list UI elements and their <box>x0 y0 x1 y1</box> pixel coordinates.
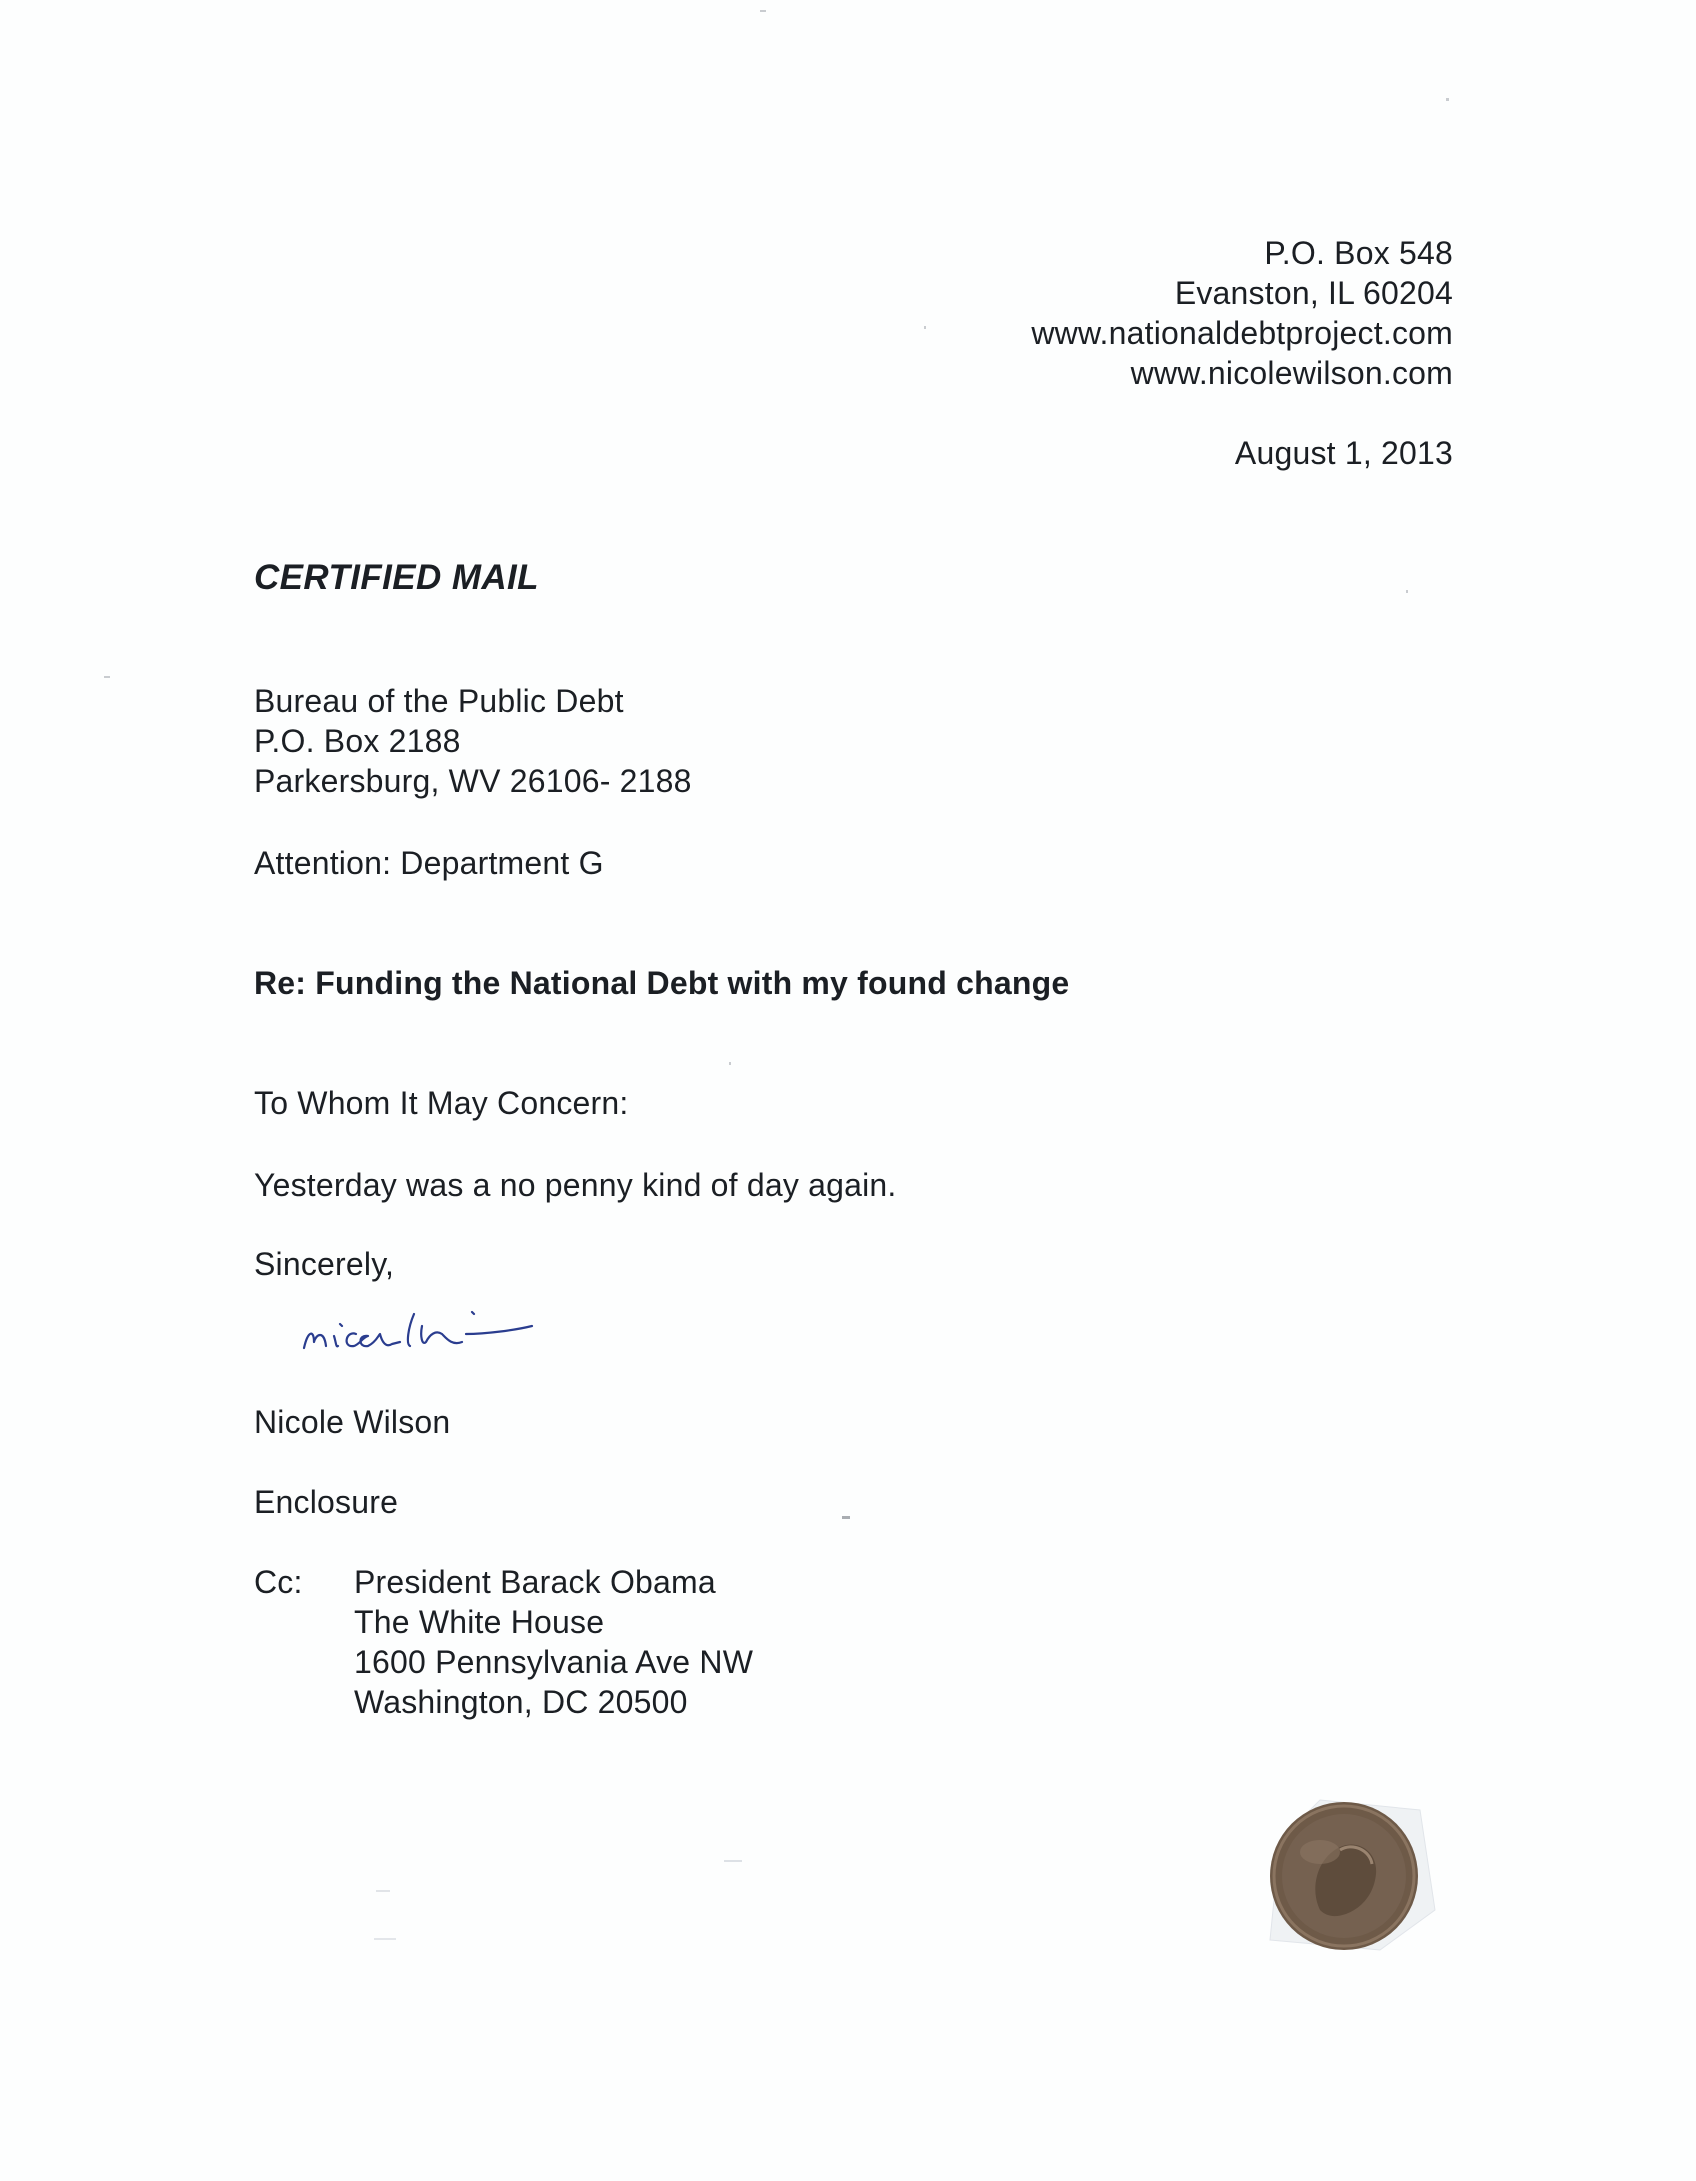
attention-line: Attention: Department G <box>254 845 604 881</box>
closing: Sincerely, <box>254 1246 395 1282</box>
letter-date: August 1, 2013 <box>1234 435 1453 471</box>
scan-speck <box>842 1516 850 1519</box>
scan-speck <box>924 326 926 329</box>
scan-speck <box>729 1062 731 1065</box>
recipient-line: Bureau of the Public Debt <box>254 683 624 719</box>
handwritten-signature <box>296 1290 636 1370</box>
scan-speck <box>376 1890 390 1892</box>
scan-speck <box>374 1938 396 1940</box>
scan-speck <box>1446 98 1449 101</box>
salutation: To Whom It May Concern: <box>254 1085 629 1121</box>
return-address-line: Evanston, IL 60204 <box>1174 275 1453 311</box>
cc-line: Washington, DC 20500 <box>354 1684 688 1720</box>
return-address-line: www.nicolewilson.com <box>1130 355 1453 391</box>
cc-line: President Barack Obama <box>354 1564 716 1600</box>
enclosure-note: Enclosure <box>254 1484 399 1520</box>
return-address-line: P.O. Box 548 <box>1264 235 1453 271</box>
subject-line: Re: Funding the National Debt with my found change <box>254 965 1070 1001</box>
signer-name: Nicole Wilson <box>254 1404 451 1440</box>
taped-penny-coin <box>1260 1790 1440 1960</box>
return-address <box>1031 233 1453 393</box>
cc-line: The White House <box>354 1604 605 1640</box>
cc-label: Cc: <box>254 1564 303 1600</box>
recipient-line: Parkersburg, WV 26106- 2188 <box>254 763 692 799</box>
scan-speck <box>104 676 110 678</box>
scan-speck <box>760 10 766 12</box>
cc-recipient <box>354 1562 753 1722</box>
scan-speck <box>1406 590 1408 593</box>
recipient-line: P.O. Box 2188 <box>254 723 461 759</box>
recipient-address <box>254 681 692 801</box>
certified-mail-heading: CERTIFIED MAIL <box>254 558 539 597</box>
body-text: Yesterday was a no penny kind of day again. <box>254 1167 897 1203</box>
scan-speck <box>724 1860 742 1862</box>
cc-line: 1600 Pennsylvania Ave NW <box>354 1644 754 1680</box>
return-address-line: www.nationaldebtproject.com <box>1031 315 1453 351</box>
